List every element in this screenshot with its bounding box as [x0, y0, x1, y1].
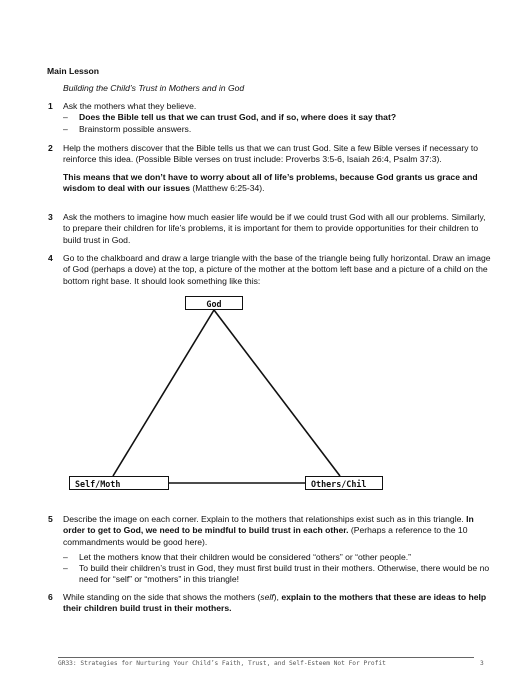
footer-rule — [58, 657, 474, 658]
sub-item-text: Let the mothers know that their children would be considered “others” or “other people.” — [79, 551, 411, 562]
item-text-italic: self — [260, 592, 274, 602]
list-item-1 — [48, 101, 493, 135]
triangle-right-edge — [214, 310, 340, 476]
god-label-box: God — [185, 296, 243, 310]
item-number: 6 — [48, 592, 53, 602]
item-number: 4 — [48, 253, 53, 263]
dash-marker: – — [63, 112, 68, 123]
item-text: Help the mothers discover that the Bible tells us that we can trust God. Site a few Bible verses if necessary to reinforce this idea. (Possible Bible verses on trust include: Proverbs 3:5-6, Isaiah 26:4, Psalm 37:3). — [63, 143, 479, 165]
dash-marker: – — [63, 551, 68, 562]
item-text: Go to the chalkboard and draw a large triangle with the base of the triangle being fully horizontal. Draw an image of God (perhaps a dove) at the top, a picture of the mother at the bottom left base and a picture of a child on the bottom right base. It should look something like this: — [63, 253, 491, 286]
item-text-bold: In order to get to God, we need to be mindful to build trust in each other. — [63, 514, 474, 536]
triangle-left-edge — [113, 310, 214, 476]
item-number: 1 — [48, 101, 53, 111]
item-text: Ask the mothers to imagine how much easier life would be if we could trust God with all our problems. Similarly, to prepare their children for life’s problems, it is important for them to provide opportunities for their children to build trust in God. — [63, 212, 486, 245]
list-item-4 — [48, 253, 493, 287]
item-text-bold: explain to the mothers that these are ideas to help their children build trust in their mothers. — [63, 592, 487, 614]
sub-item — [63, 563, 493, 586]
sub-item-text: To build their children’s trust in God, they must first build trust in their mothers. Otherwise, there would be no need for “self” or “mothers” in this triangle! — [79, 563, 490, 585]
item-text-part: (Perhaps a reference to the 10 commandments would be good here). — [63, 525, 468, 547]
list-item-5 — [48, 514, 493, 586]
item-text — [63, 514, 493, 548]
sub-item — [63, 552, 493, 563]
others-child-label-box: Others/Chil — [305, 476, 383, 490]
sub-item — [63, 124, 493, 135]
section-subheading: Building the Child’s Trust in Mothers and in God — [63, 83, 245, 93]
footer-text: GR33: Strategies for Nurturing Your Child’s Faith, Trust, and Self-Esteem Not For Profit — [58, 660, 386, 667]
dash-marker: – — [63, 563, 68, 574]
item-text-part: While standing on the side that shows the mothers ( — [63, 592, 261, 602]
paragraph-rest: (Matthew 6:25-34). — [190, 182, 265, 193]
sub-item — [63, 112, 493, 123]
item-text — [63, 592, 493, 615]
self-mother-label-box: Self/Moth — [69, 476, 169, 490]
item-number: 3 — [48, 212, 53, 222]
item-number: 5 — [48, 514, 53, 524]
item-paragraph — [63, 172, 493, 195]
list-item-6 — [48, 592, 493, 615]
sub-item-text: Brainstorm possible answers. — [79, 123, 192, 134]
paragraph-bold: This means that we don’t have to worry about all of life’s problems, because God grants us grace and wisdom to deal with our issues — [63, 171, 478, 193]
list-item-3 — [48, 212, 493, 246]
item-text-part: Describe the image on each corner. Explain to the mothers that relationships exist such as in this triangle. — [63, 514, 467, 524]
section-heading: Main Lesson — [47, 66, 100, 76]
item-number: 2 — [48, 143, 53, 153]
list-item-2 — [48, 143, 493, 194]
item-text: Ask the mothers what they believe. — [63, 101, 197, 111]
sub-item-text: Does the Bible tell us that we can trust God, and if so, where does it say that? — [79, 112, 397, 123]
dash-marker: – — [63, 123, 68, 134]
page-number: 3 — [480, 660, 484, 667]
item-text-part: ), — [273, 592, 282, 602]
